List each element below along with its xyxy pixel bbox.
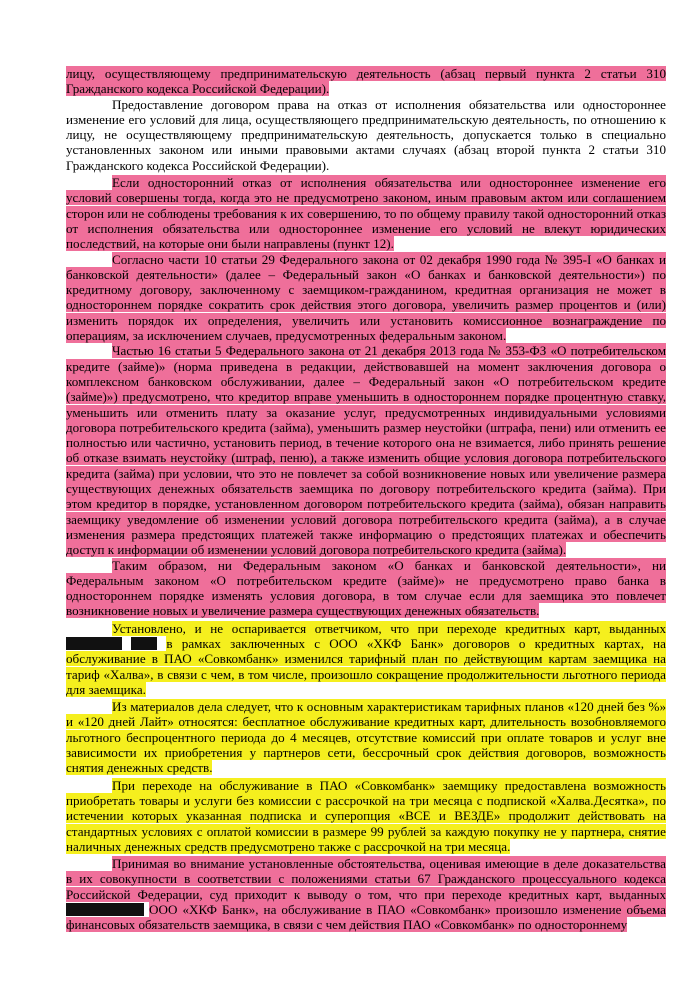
paragraph-p4 <box>66 252 666 344</box>
paragraph-p7 <box>66 621 666 697</box>
paragraph-p2 <box>66 97 666 173</box>
paragraph-p6-text: Таким образом, ни Федеральным законом «О банках и банковской деятельности», ни Федеральным законом «О потребительском кредите (займе)» не предусмотрено право банка в одностороннем порядке изменять условия договора, в том случае если для заемщика это повлечет возникновение новых и увеличение размера существующих денежных обязательств. <box>66 557 666 619</box>
paragraph-p9 <box>66 778 666 854</box>
paragraph-p7-text-a: Установлено, и не оспаривается ответчиком, что при переходе кредитных карт, выданных <box>112 620 666 636</box>
paragraph-p8 <box>66 699 666 775</box>
paragraph-p2-text: Предоставление договором права на отказ от исполнения обязательства или одностороннее изменение его условий для лица, осуществляющего предпринимательскую деятельность, по отношению к лицу, не осуществляющему предпринимательскую деятельность, допускается только в специально установленных законом или иными правовыми актами случаях (абзац второй пункта 2 статьи 310 Гражданского кодекса Российской Федерации). <box>66 96 666 173</box>
redaction-block <box>131 637 157 650</box>
paragraph-p10 <box>66 856 666 932</box>
paragraph-p3 <box>66 175 666 251</box>
paragraph-p8-text: Из материалов дела следует, что к основным характеристикам тарифных планов «120 дней без %» и «120 дней Лайт» относятся: бесплатное обслуживание кредитных карт, длительность возобновляемого льготного беспроцентного периода до 4 месяцев, отсутствие комиссий при оплате товаров и услуг вне зависимости их приобретения у партнеров сети, бессрочный срок действия договоров, возможность снятия денежных средств. <box>66 699 666 776</box>
document-page <box>66 66 666 933</box>
paragraph-p9-text: При переходе на обслуживание в ПАО «Совкомбанк» заемщику предоставлена возможность приобретать товары и услуги без комиссии с рассрочкой на три месяца с подпиской «Халва.Десятка», по истечении которых указанная подписка и суперопция «ВСЕ и ВЕЗДЕ» продолжит действовать на стандартных условиях с оплатой комиссии в размере 99 рублей за каждую покупку не у партнера, снятие наличных денежных средств предусмотрено также с рассрочкой на три месяца. <box>66 777 666 854</box>
redaction-block <box>66 637 122 650</box>
paragraph-p10-text-a: Принимая во внимание установленные обстоятельства, оценивая имеющие в деле доказательства в их совокупности в соответствии с положениями статьи 67 Гражданского процессуального кодекса Российской Федерации, суд приходит к выводу о том, что при переходе кредитных карт, выданных <box>66 856 666 902</box>
paragraph-p5 <box>66 343 666 557</box>
paragraph-p3-text: Если односторонний отказ от исполнения обязательства или одностороннее изменение его условий совершены тогда, когда это не предусмотрено законом, иным правовым актом или соглашением сторон или не соблюдены требования к их совершению, то по общему правилу такой односторонний отказ от исполнения обязательства или одностороннее изменение его условий не влекут юридических последствий, на которые они были направлены (пункт 12). <box>66 175 666 252</box>
redaction-block <box>66 903 144 916</box>
paragraph-p5-text: Частью 16 статьи 5 Федерального закона от 21 декабря 2013 года № 353-ФЗ «О потребительском кредите (займе)» (норма приведена в редакции, действовавшей на момент заключения договора о комплексном банковском обслуживании, далее – Федеральный закон «О потребительском кредите (займе)») предусмотрено, что кредитор вправе уменьшить в одностороннем порядке процентную ставку, уменьшить или отменить плату за оказание услуг, предусмотренных индивидуальными условиями договора потребительского кредита (займа), уменьшить размер неустойки (штрафа, пени) или отменить ее полностью или частично, установить период, в течение которого она не взимается, либо принять решение об отказе взимать неустойку (штраф, пеню), а также изменить общие условия договора потребительского кредита (займа) при условии, что это не повлечет за собой возникновение новых или увеличение размера существующих денежных обязательств заемщика по договору потребительского кредита (займа). При этом кредитор в порядке, установленном договором потребительского кредита (займа), обязан направить заемщику уведомление об изменении условий договора потребительского кредита (займа), а в случае изменения размера предстоящих платежей также информацию о предстоящих платежах и обеспечить доступ к информации об изменении условий договора потребительского кредита (займа). <box>66 343 666 558</box>
paragraph-p4-text: Согласно части 10 статьи 29 Федерального закона от 02 декабря 1990 года № 395-I «О банках и банковской деятельности» (далее – Федеральный закон «О банках и банковской деятельности») по кредитному договору, заключенному с заемщиком-гражданином, кредитная организация не может в одностороннем порядке сократить срок действия этого договора, увеличить размер процентов и (или) изменить порядок их определения, увеличить или установить комиссионное вознаграждение по операциям, за исключением случаев, предусмотренных федеральным законом. <box>66 251 666 344</box>
paragraph-p6 <box>66 558 666 619</box>
paragraph-p7-text-b: в рамках заключенных с ООО «ХКФ Банк» договоров о кредитных картах, на обслуживание в ПАО «Совкомбанк» изменился тарифный план по действующим картам заемщика на тариф «Халва», в связи с чем, в том числе, произошло сокращение продолжительности льготного периода для заемщика. <box>66 635 666 697</box>
paragraph-p1-text: лицу, осуществляющему предпринимательскую деятельность (абзац первый пункта 2 статьи 310 Гражданского кодекса Российской Федерации). <box>66 66 666 97</box>
paragraph-p1 <box>66 66 666 97</box>
paragraph-p10-text-b: ООО «ХКФ Банк», на обслуживание в ПАО «Совкомбанк» произошло изменение объема финансовых обязательств заемщика, в связи с чем действия ПАО «Совкомбанк» по одностороннему <box>66 902 666 933</box>
